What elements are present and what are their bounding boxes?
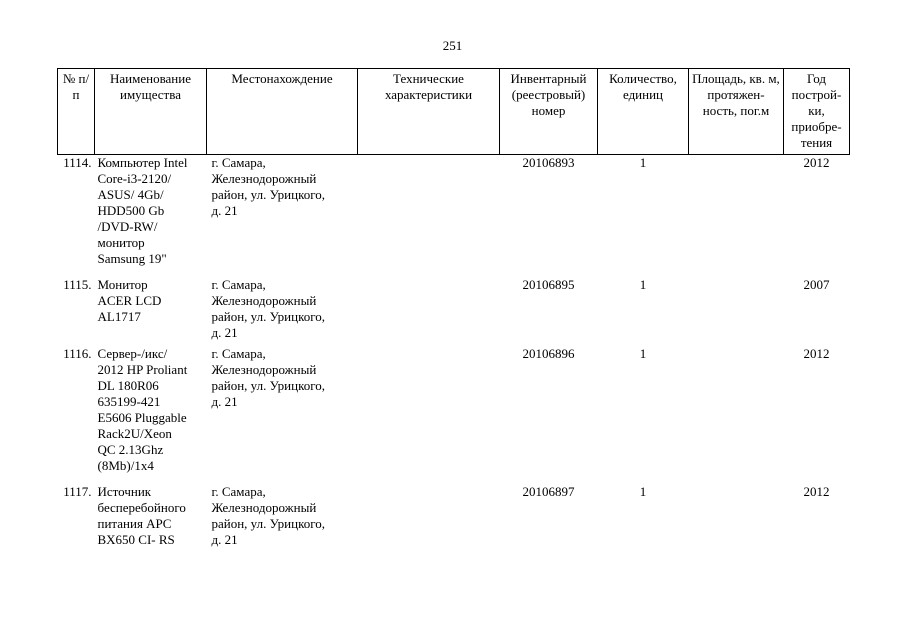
table-row (58, 277, 850, 346)
row-name: Источник бесперебойного питания APC BX650 CI- RS (97, 483, 186, 547)
row-area (689, 346, 784, 484)
row-location: г. Самара, Железнодорожный район, ул. Урицкого, д. 21 (211, 345, 325, 409)
row-specs (358, 155, 500, 277)
row-quantity: 1 (639, 155, 647, 170)
header-inventory: Инвентарный (реестровый) номер (500, 69, 598, 155)
row-num: 1117. (63, 483, 92, 499)
row-year: 2012 (803, 345, 830, 361)
inventory-table (57, 68, 850, 554)
header-specs: Технические характеристики (358, 69, 500, 155)
table-row (58, 346, 850, 484)
row-quantity: 1 (639, 483, 647, 499)
row-inventory: 20106893 (522, 155, 575, 170)
row-inventory: 20106896 (522, 345, 575, 361)
row-location: г. Самара, Железнодорожный район, ул. Урицкого, д. 21 (211, 276, 325, 340)
row-num: 1116. (63, 345, 92, 361)
row-name: Монитор ACER LCD AL1717 (97, 276, 162, 324)
table-row (58, 484, 850, 554)
row-year: 2012 (803, 483, 830, 499)
row-specs (358, 346, 500, 484)
row-quantity: 1 (639, 276, 647, 292)
row-location: г. Самара, Железнодорожный район, ул. Урицкого, д. 21 (211, 155, 325, 218)
header-num: № п/п (58, 69, 95, 155)
row-area (689, 484, 784, 554)
row-name: Сервер-/икс/ 2012 HP Proliant DL 180R06 635199-421 E5606 Pluggable Rack2U/Xeon QC 2.13Ghz (8Mb)/1x4 (97, 345, 188, 473)
page-number: 251 (442, 38, 463, 53)
header-quantity: Количество, единиц (598, 69, 689, 155)
row-specs (358, 484, 500, 554)
row-name: Компьютер Intel Core-i3-2120/ ASUS/ 4Gb/ HDD500 Gb /DVD-RW/ монитор Samsung 19" (97, 155, 188, 266)
row-location: г. Самара, Железнодорожный район, ул. Урицкого, д. 21 (211, 483, 325, 547)
header-year: Год построй- ки, приобре- тения (784, 69, 850, 155)
row-inventory: 20106895 (522, 276, 575, 292)
row-inventory: 20106897 (522, 483, 575, 499)
row-year: 2007 (803, 276, 830, 292)
header-location: Местонахождение (207, 69, 358, 155)
header-area: Площадь, кв. м, протяжен- ность, пог.м (689, 69, 784, 155)
row-year: 2012 (803, 155, 830, 170)
row-quantity: 1 (639, 345, 647, 361)
row-area (689, 155, 784, 277)
row-num: 1115. (63, 276, 92, 292)
row-specs (358, 277, 500, 346)
table-header-row (58, 69, 850, 155)
table-row (58, 155, 850, 277)
header-name: Наименование имущества (95, 69, 207, 155)
row-area (689, 277, 784, 346)
row-num: 1114. (63, 155, 92, 170)
